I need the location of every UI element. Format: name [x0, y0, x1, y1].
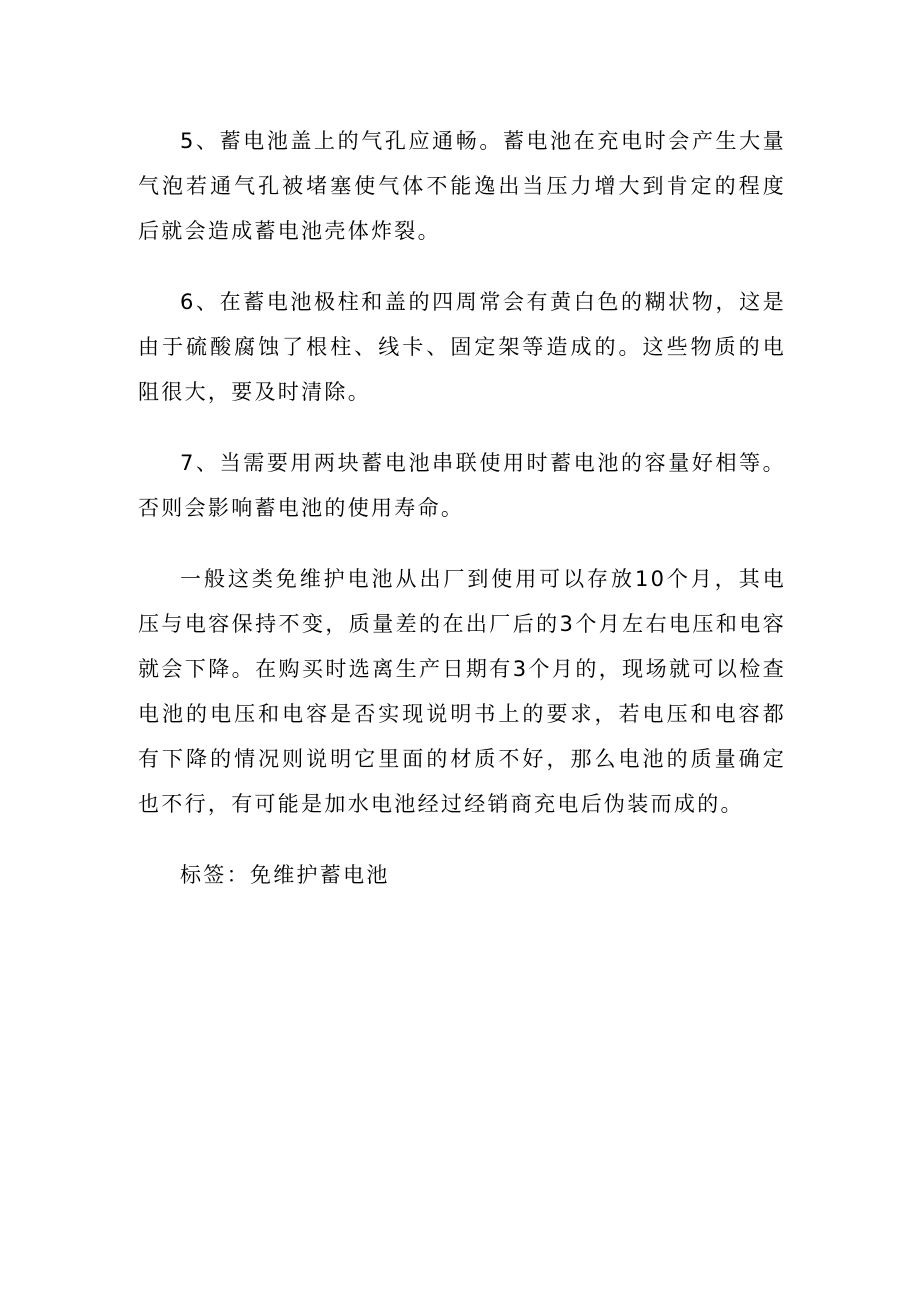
paragraph-item-5: 5、蓄电池盖上的气孔应通畅。蓄电池在充电时会产生大量气泡若通气孔被堵塞使气体不能逸出当压力增大到肯定的程度后就会造成蓄电池壳体炸裂。: [138, 129, 786, 243]
paragraph-item-7: 7、当需要用两块蓄电池串联使用时蓄电池的容量好相等。否则会影响蓄电池的使用寿命。: [138, 451, 786, 520]
paragraph-storage-note: 一般这类免维护电池从出厂到使用可以存放10个月，其电压与电容保持不变，质量差的在出厂后的3个月左右电压和电容就会下降。在购买时选离生产日期有3个月的，现场就可以检查电池的电压和电容是否实现说明书上的要求，若电压和电容都有下降的情况则说明它里面的材质不好，那么电池的质量确定也不行，有可能是加水电池经过经销商充电后伪装而成的。: [138, 567, 786, 816]
paragraph-item-6: 6、在蓄电池极柱和盖的四周常会有黄白色的糊状物，这是由于硫酸腐蚀了根柱、线卡、固定架等造成的。这些物质的电阻很大，要及时清除。: [138, 290, 786, 404]
document-body: [138, 119, 786, 924]
tags-line: 标签：免维护蓄电池: [180, 863, 390, 887]
